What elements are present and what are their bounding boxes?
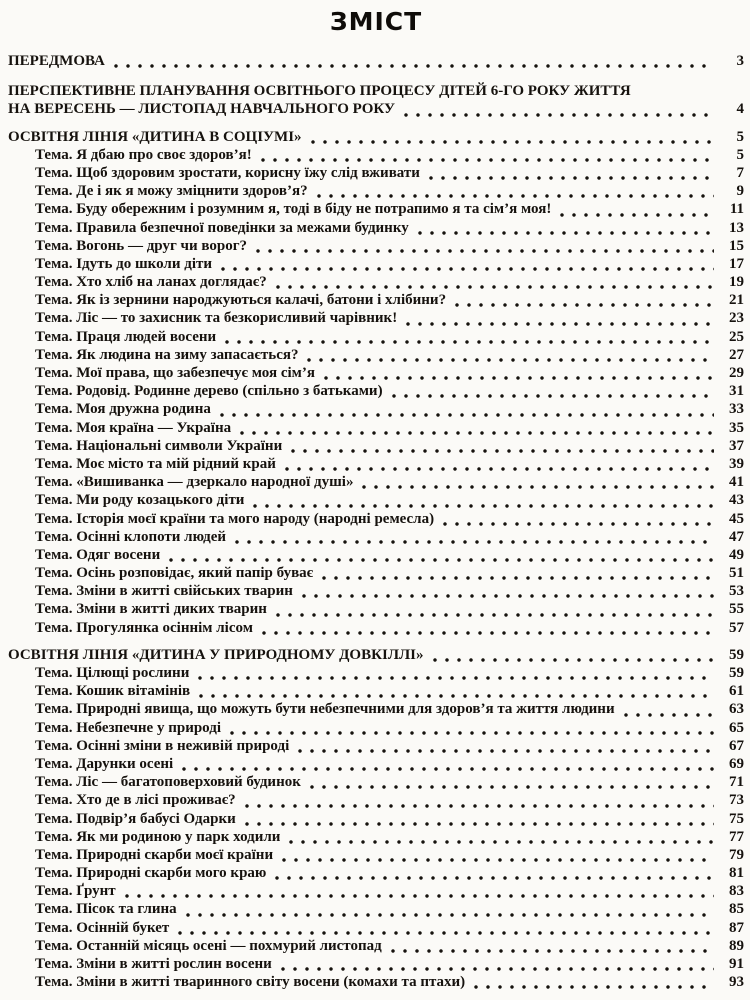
- dot-leader: [624, 713, 714, 717]
- entry-title: Тема. Зміни в житті диких тварин: [35, 601, 267, 618]
- page-number: 17: [729, 255, 744, 272]
- toc-section-row: [8, 647, 744, 665]
- dot-leader: [474, 985, 714, 989]
- entry-title: Тема. Моє місто та мій рідний край: [35, 455, 276, 472]
- entry-title: Тема. «Вишиванка — дзеркало народної душі»: [35, 474, 354, 491]
- dot-leader: [443, 522, 714, 526]
- page-number: 11: [729, 201, 744, 218]
- page-number: 21: [729, 292, 744, 309]
- entry-title: Тема. Дарунки осені: [35, 755, 174, 772]
- dot-leader: [198, 676, 714, 680]
- page-number: 91: [729, 956, 744, 972]
- page-number: 4: [736, 101, 744, 118]
- entry-title: Тема. Небезпечне у природі: [35, 719, 221, 736]
- page-number: 53: [729, 583, 744, 600]
- entry-title: Тема. Осінь розповідає, який папір буває: [35, 565, 314, 582]
- toc-topic-row: [8, 720, 744, 738]
- page-number: 23: [729, 310, 744, 327]
- toc-topic-row: [8, 310, 744, 328]
- dot-leader: [291, 449, 714, 453]
- page-number: 35: [729, 419, 744, 436]
- entry-title: Тема. Прогулянка осіннім лісом: [35, 619, 253, 636]
- entry-title: Тема. Подвір’я бабусі Одарки: [35, 810, 236, 827]
- dot-leader: [245, 804, 714, 808]
- page-number: 27: [729, 346, 744, 363]
- dot-leader: [256, 249, 714, 253]
- dot-leader: [285, 467, 714, 471]
- toc-topic-row: [8, 738, 744, 756]
- entry-title: Тема. Щоб здоровим зростати, корисну їжу слід вживати: [35, 164, 420, 181]
- toc-topic-row: [8, 883, 744, 901]
- toc-section-row: [8, 129, 744, 147]
- entry-title: Тема. Осінні зміни в неживій природі: [35, 737, 290, 754]
- dot-leader: [199, 694, 714, 698]
- dot-leader: [245, 822, 714, 826]
- page-number: 19: [729, 274, 744, 291]
- page-number: 55: [729, 601, 744, 618]
- entry-title: Тема. Хто хліб на ланах доглядає?: [35, 274, 267, 291]
- dot-leader: [281, 967, 714, 971]
- toc: [8, 53, 744, 992]
- page-number: 67: [729, 737, 744, 754]
- entry-title: Тема. Останній місяць осені — похмурий листопад: [35, 937, 382, 954]
- page-number: 73: [729, 792, 744, 809]
- dot-leader: [225, 340, 714, 344]
- dot-leader: [433, 658, 714, 662]
- page-title: ЗМІСТ: [329, 7, 423, 36]
- page-number: 63: [729, 701, 744, 718]
- page-number: 47: [729, 528, 744, 545]
- page-number: 15: [729, 237, 744, 254]
- dot-leader: [298, 749, 714, 753]
- page-number: 5: [736, 128, 744, 145]
- page-number: 69: [729, 755, 744, 772]
- toc-topic-row: [8, 420, 744, 438]
- entry-title: ПЕРЕДМОВА: [8, 53, 105, 69]
- page-number: 39: [729, 455, 744, 472]
- entry-title: Тема. Осінній букет: [35, 919, 170, 936]
- toc-section-row: [8, 101, 744, 119]
- page-number: 37: [729, 437, 744, 454]
- page-number: 59: [729, 646, 744, 663]
- toc-topic-row: [8, 956, 744, 974]
- toc-topic-row: [8, 474, 744, 492]
- toc-topic-row: [8, 511, 744, 529]
- toc-topic-row: [8, 583, 744, 601]
- dot-leader: [455, 303, 714, 307]
- toc-section-row: [8, 83, 744, 101]
- page-number: 5: [736, 146, 744, 163]
- entry-title: Тема. Ліс — то захисник та безкорисливий чарівник!: [35, 310, 398, 327]
- toc-section-row: [8, 53, 744, 71]
- entry-title: Тема. Природні скарби моєї країни: [35, 846, 274, 863]
- page-number: 9: [736, 183, 744, 200]
- page-number: 41: [729, 474, 744, 491]
- dot-leader: [404, 113, 714, 117]
- page-number: 79: [729, 846, 744, 863]
- dot-leader: [311, 140, 714, 144]
- toc-topic-row: [8, 183, 744, 201]
- toc-topic-row: [8, 165, 744, 183]
- toc-topic-row: [8, 347, 744, 365]
- toc-topic-row: [8, 565, 744, 583]
- dot-leader: [307, 358, 714, 362]
- page-number: 87: [729, 919, 744, 936]
- toc-topic-row: [8, 238, 744, 256]
- page-number: 33: [729, 401, 744, 418]
- entry-title: Тема. Кошик вітамінів: [35, 683, 191, 700]
- dot-leader: [125, 894, 714, 898]
- dot-leader: [220, 413, 714, 417]
- dot-leader: [406, 322, 714, 326]
- page-number: 77: [729, 828, 744, 845]
- entry-title: Тема. Буду обережним і розумним я, тоді в біду не потрапимо я та сім’я моя!: [35, 201, 552, 218]
- page-number: 89: [729, 937, 744, 954]
- toc-topic-row: [8, 829, 744, 847]
- dot-leader: [253, 504, 714, 508]
- entry-title: Тема. Де і як я можу зміцнити здоров’я?: [35, 183, 308, 200]
- toc-topic-row: [8, 329, 744, 347]
- dot-leader: [240, 431, 714, 435]
- entry-title: ОСВІТНЯ ЛІНІЯ «ДИТИНА У ПРИРОДНОМУ ДОВКІЛЛІ»: [8, 646, 424, 663]
- dot-leader: [310, 785, 714, 789]
- toc-topic-row: [8, 492, 744, 510]
- dot-leader: [362, 485, 714, 489]
- dot-leader: [182, 767, 714, 771]
- dot-leader: [302, 594, 714, 598]
- toc-topic-row: [8, 383, 744, 401]
- dot-leader: [324, 376, 714, 380]
- entry-title: Тема. Вогонь — друг чи ворог?: [35, 237, 248, 254]
- toc-topic-row: [8, 920, 744, 938]
- page-number: 85: [729, 901, 744, 918]
- page-number: 83: [729, 883, 744, 900]
- page-number: 7: [736, 164, 744, 181]
- page-number: 59: [729, 665, 744, 681]
- dot-leader: [317, 194, 714, 198]
- entry-title: Тема. Як ми родиною у парк ходили: [35, 828, 281, 845]
- page-number: 45: [729, 510, 744, 527]
- dot-leader: [276, 613, 714, 617]
- toc-topic-row: [8, 938, 744, 956]
- toc-topic-row: [8, 901, 744, 919]
- entry-title: Тема. Природні скарби мого краю: [35, 865, 267, 882]
- toc-topic-row: [8, 665, 744, 683]
- entry-title: Тема. Родовід. Родинне дерево (спільно з батьками): [35, 383, 383, 400]
- toc-topic-row: [8, 256, 744, 274]
- dot-leader: [261, 158, 714, 162]
- entry-title: Тема. Ґрунт: [35, 883, 116, 900]
- entry-title: Тема. Пісок та глина: [35, 901, 177, 918]
- entry-title: Тема. Зміни в житті рослин восени: [35, 956, 272, 972]
- toc-topic-row: [8, 438, 744, 456]
- dot-leader: [178, 931, 714, 935]
- toc-topic-row: [8, 756, 744, 774]
- dot-leader: [235, 540, 714, 544]
- toc-topic-row: [8, 701, 744, 719]
- dot-leader: [262, 631, 714, 635]
- page-number: 61: [729, 683, 744, 700]
- page-number: 3: [736, 53, 744, 69]
- entry-title: Тема. Національні символи України: [35, 437, 283, 454]
- dot-leader: [418, 231, 714, 235]
- entry-title: Тема. Мої права, що забезпечує моя сім’я: [35, 365, 315, 381]
- entry-title: Тема. Осінні клопоти людей: [35, 528, 227, 545]
- dot-leader: [429, 176, 714, 180]
- toc-topic-row: [8, 601, 744, 619]
- toc-topic-row: [8, 365, 744, 383]
- toc-topic-row: [8, 620, 744, 638]
- entry-title: Тема. Зміни в житті тваринного світу восени (комахи та птахи): [35, 974, 466, 991]
- page-number: 93: [729, 974, 744, 991]
- entry-title: Тема. Цілющі рослини: [35, 665, 190, 681]
- entry-title: Тема. Ліс — багатоповерховий будинок: [35, 774, 301, 791]
- dot-leader: [392, 394, 714, 398]
- dot-leader: [221, 267, 714, 271]
- entry-title: Тема. Ідуть до школи діти: [35, 255, 213, 272]
- entry-title: ОСВІТНЯ ЛІНІЯ «ДИТИНА В СОЦІУМІ»: [8, 128, 302, 145]
- toc-topic-row: [8, 847, 744, 865]
- page-number: 71: [729, 774, 744, 791]
- toc-topic-row: [8, 974, 744, 992]
- toc-topic-row: [8, 547, 744, 565]
- dot-leader: [114, 64, 714, 68]
- toc-topic-row: [8, 792, 744, 810]
- entry-title: Тема. Я дбаю про своє здоров’я!: [35, 146, 252, 163]
- dot-leader: [560, 213, 714, 217]
- toc-topic-row: [8, 274, 744, 292]
- entry-title: Тема. Хто де в лісі проживає?: [35, 792, 236, 809]
- dot-leader: [169, 558, 714, 562]
- dot-leader: [289, 840, 714, 844]
- dot-leader: [282, 858, 714, 862]
- page-number: 81: [729, 865, 744, 882]
- page-number: 49: [729, 546, 744, 563]
- toc-topic-row: [8, 811, 744, 829]
- dot-leader: [276, 285, 714, 289]
- dot-leader: [391, 949, 714, 953]
- entry-title: Тема. Історія моєї країни та мого народу (народні ремесла): [35, 510, 435, 527]
- dot-leader: [230, 731, 714, 735]
- toc-topic-row: [8, 683, 744, 701]
- entry-title: Тема. Моя дружна родина: [35, 401, 211, 418]
- entry-title: Тема. Одяг восени: [35, 546, 161, 563]
- entry-title: ПЕРСПЕКТИВНЕ ПЛАНУВАННЯ ОСВІТНЬОГО ПРОЦЕСУ ДІТЕЙ 6-ГО РОКУ ЖИТТЯ: [8, 83, 631, 100]
- toc-topic-row: [8, 401, 744, 419]
- dot-leader: [186, 913, 714, 917]
- page-number: 75: [729, 810, 744, 827]
- dot-leader: [275, 876, 714, 880]
- entry-title: Тема. Як людина на зиму запасається?: [35, 346, 299, 363]
- toc-topic-row: [8, 220, 744, 238]
- entry-title: Тема. Праця людей восени: [35, 328, 217, 345]
- page-number: 43: [729, 492, 744, 509]
- entry-title: Тема. Правила безпечної поведінки за межами будинку: [35, 219, 409, 236]
- toc-topic-row: [8, 456, 744, 474]
- page-number: 29: [729, 365, 744, 381]
- entry-title: Тема. Моя країна — Україна: [35, 419, 232, 436]
- page-number: 65: [729, 719, 744, 736]
- toc-topic-row: [8, 865, 744, 883]
- page-number: 13: [729, 219, 744, 236]
- toc-topic-row: [8, 201, 744, 219]
- page-number: 31: [729, 383, 744, 400]
- toc-topic-row: [8, 529, 744, 547]
- toc-topic-row: [8, 292, 744, 310]
- page-number: 51: [729, 565, 744, 582]
- page-number: 25: [729, 328, 744, 345]
- entry-title: Тема. Природні явища, що можуть бути небезпечними для здоров’я та життя людини: [35, 701, 615, 718]
- entry-title: Тема. Ми роду козацького діти: [35, 492, 245, 509]
- entry-title: Тема. Зміни в житті свійських тварин: [35, 583, 293, 600]
- entry-title: Тема. Як із зернини народжуються калачі, батони і хлібини?: [35, 292, 447, 309]
- dot-leader: [322, 576, 714, 580]
- toc-topic-row: [8, 147, 744, 165]
- entry-title: НА ВЕРЕСЕНЬ — ЛИСТОПАД НАВЧАЛЬНОГО РОКУ: [8, 101, 396, 118]
- page-number: 57: [729, 619, 744, 636]
- toc-topic-row: [8, 774, 744, 792]
